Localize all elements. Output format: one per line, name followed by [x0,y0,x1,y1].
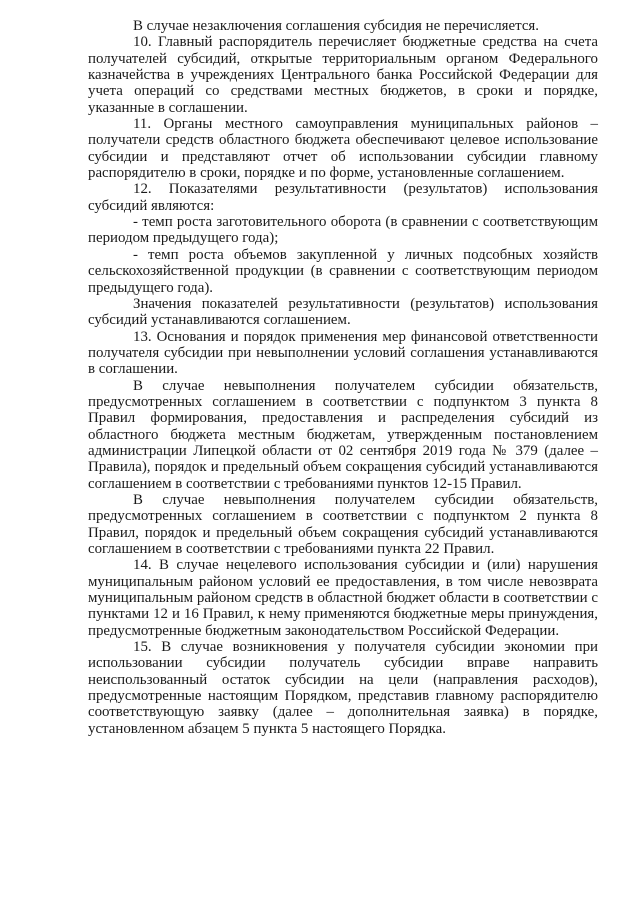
paragraph-item-13: 13. Основания и порядок применения мер финансовой ответственности получателя субсидии при невыполнении условий соглашения устанавливаются в соглашении. [88,328,598,378]
document-body [88,18,598,737]
paragraph-indicator-values: Значения показателей результативности (результатов) использования субсидий устанавливаются соглашением. [88,295,598,329]
paragraph-item-11: 11. Органы местного самоуправления муниципальных районов – получатели средств областного бюджета обеспечивают целевое использование субсидии и представляют отчет об использовании субсидии главному распорядителю в сроки, порядке и по форме, установленные соглашением. [88,116,598,182]
paragraph-item-10: 10. Главный распорядитель перечисляет бюджетные средства на счета получателей субсидий, открытые территориальным органом Федерального казначейства в учреждениях Центрального банка Российской Федерации для учета операций со средствами местных бюджетов, в сроки и порядке, указанные в соглашении. [88,34,598,116]
paragraph-item-12: 12. Показателями результативности (результатов) использования субсидий являются: [88,181,598,214]
paragraph-obligations-subpoint-3: В случае невыполнения получателем субсидии обязательств, предусмотренных соглашением в соответствии с подпунктом 3 пункта 8 Правил формирования, предоставления и распределения субсидий из областного бюджета местным бюджетам, утвержденным постановлением администрации Липецкой области от 02 сентября 2019 года № 379 (далее – Правила), порядок и предельный объем сокращения субсидий устанавливаются соглашением в соответствии с требованиями пунктов 12-15 Правил. [88,377,598,492]
list-item-procurement-turnover: - темп роста заготовительного оборота (в сравнении с соответствующим периодом предыдущего года); [88,214,598,247]
paragraph-item-15: 15. В случае возникновения у получателя субсидии экономии при использовании субсидии получатель субсидии вправе направить неиспользованный остаток субсидии на цели (направления расходов), предусмотренные настоящим Порядком, представив главному распорядителю соответствующую заявку (далее – дополнительная заявка) в порядке, установленном абзацем 5 пункта 5 настоящего Порядка. [88,639,598,737]
list-item-purchased-products: - темп роста объемов закупленной у личных подсобных хозяйств сельскохозяйственной продукции (в сравнении с соответствующим периодом предыдущего года). [88,246,598,296]
paragraph-obligations-subpoint-2: В случае невыполнения получателем субсидии обязательств, предусмотренных соглашением в соответствии с подпунктом 2 пункта 8 Правил, порядок и предельный объем сокращения субсидий устанавливаются соглашением в соответствии с требованиями пункта 22 Правил. [88,491,598,557]
paragraph-subsidy-not-transferred: В случае незаключения соглашения субсидия не перечисляется. [133,18,540,34]
paragraph-item-14: 14. В случае нецелевого использования субсидии и (или) нарушения муниципальным районом условий ее предоставления, в том числе невозврата муниципальным районом средств в областной бюджет области в соответствии с пунктами 12 и 16 Правил, к нему применяются бюджетные меры принуждения, предусмотренные бюджетным законодательством Российской Федерации. [88,557,598,639]
